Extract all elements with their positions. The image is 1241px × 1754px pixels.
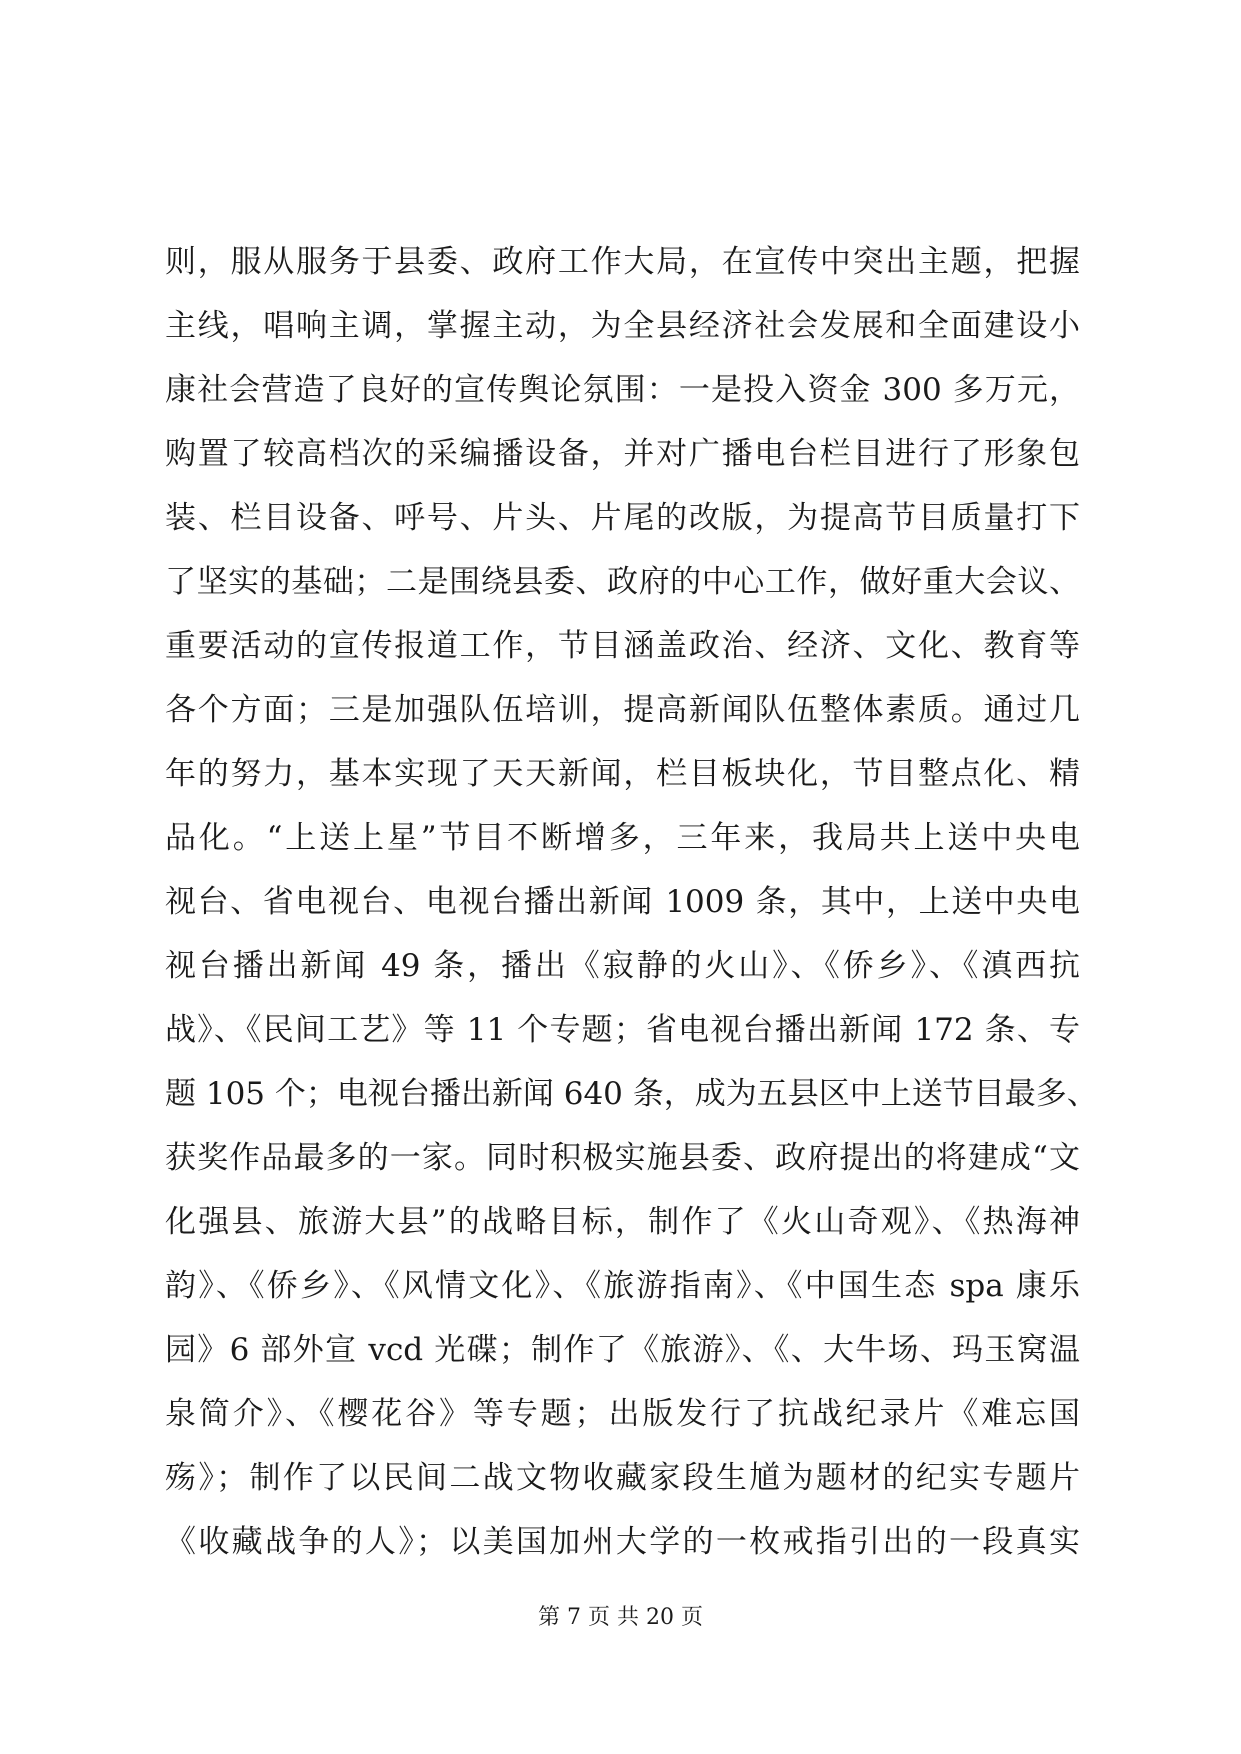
text-line: 康社会营造了良好的宣传舆论氛围：一是投入资金 300 多万元， <box>165 372 1080 408</box>
text-line: 各个方面；三是加强队伍培训，提高新闻队伍整体素质。通过几 <box>165 692 1080 728</box>
text-line: 化强县、旅游大县”的战略目标，制作了《火山奇观》、《热海神 <box>165 1204 1080 1240</box>
text-line: 战》、《民间工艺》等 11 个专题；省电视台播出新闻 172 条、专 <box>165 1012 1080 1048</box>
text-line: 获奖作品最多的一家。同时积极实施县委、政府提出的将建成“文 <box>165 1140 1080 1176</box>
body-text <box>165 230 1098 1574</box>
text-line: 重要活动的宣传报道工作，节目涵盖政治、经济、文化、教育等 <box>165 628 1080 664</box>
text-line: 《收藏战争的人》；以美国加州大学的一枚戒指引出的一段真实 <box>165 1524 1080 1560</box>
text-line: 则，服从服务于县委、政府工作大局，在宣传中突出主题，把握 <box>165 244 1080 280</box>
text-line: 视台、省电视台、电视台播出新闻 1009 条，其中，上送中央电 <box>165 884 1080 920</box>
text-line: 视台播出新闻 49 条，播出《寂静的火山》、《侨乡》、《滇西抗 <box>165 948 1080 984</box>
text-line: 了坚实的基础；二是围绕县委、政府的中心工作，做好重大会议、 <box>165 564 1080 600</box>
text-line: 品化。“上送上星”节目不断增多，三年来，我局共上送中央电 <box>165 820 1080 856</box>
text-line: 韵》、《侨乡》、《风情文化》、《旅游指南》、《中国生态 spa 康乐 <box>165 1268 1080 1304</box>
text-line: 园》6 部外宣 vcd 光碟；制作了《旅游》、《、大牛场、玛玉窝温 <box>165 1332 1080 1368</box>
text-line: 泉简介》、《樱花谷》等专题；出版发行了抗战纪录片《难忘国 <box>165 1396 1080 1432</box>
text-line: 购置了较高档次的采编播设备，并对广播电台栏目进行了形象包 <box>165 436 1080 472</box>
text-line: 题 105 个；电视台播出新闻 640 条，成为五县区中上送节目最多、 <box>165 1076 1098 1112</box>
text-line: 殇》；制作了以民间二战文物收藏家段生馗为题材的纪实专题片 <box>165 1460 1080 1496</box>
text-line: 主线，唱响主调，掌握主动，为全县经济社会发展和全面建设小 <box>165 308 1080 344</box>
text-line: 装、栏目设备、呼号、片头、片尾的改版，为提高节目质量打下 <box>165 500 1080 536</box>
page-footer: 第 7 页 共 20 页 <box>538 1605 703 1630</box>
text-line: 年的努力，基本实现了天天新闻，栏目板块化，节目整点化、精 <box>165 756 1080 792</box>
